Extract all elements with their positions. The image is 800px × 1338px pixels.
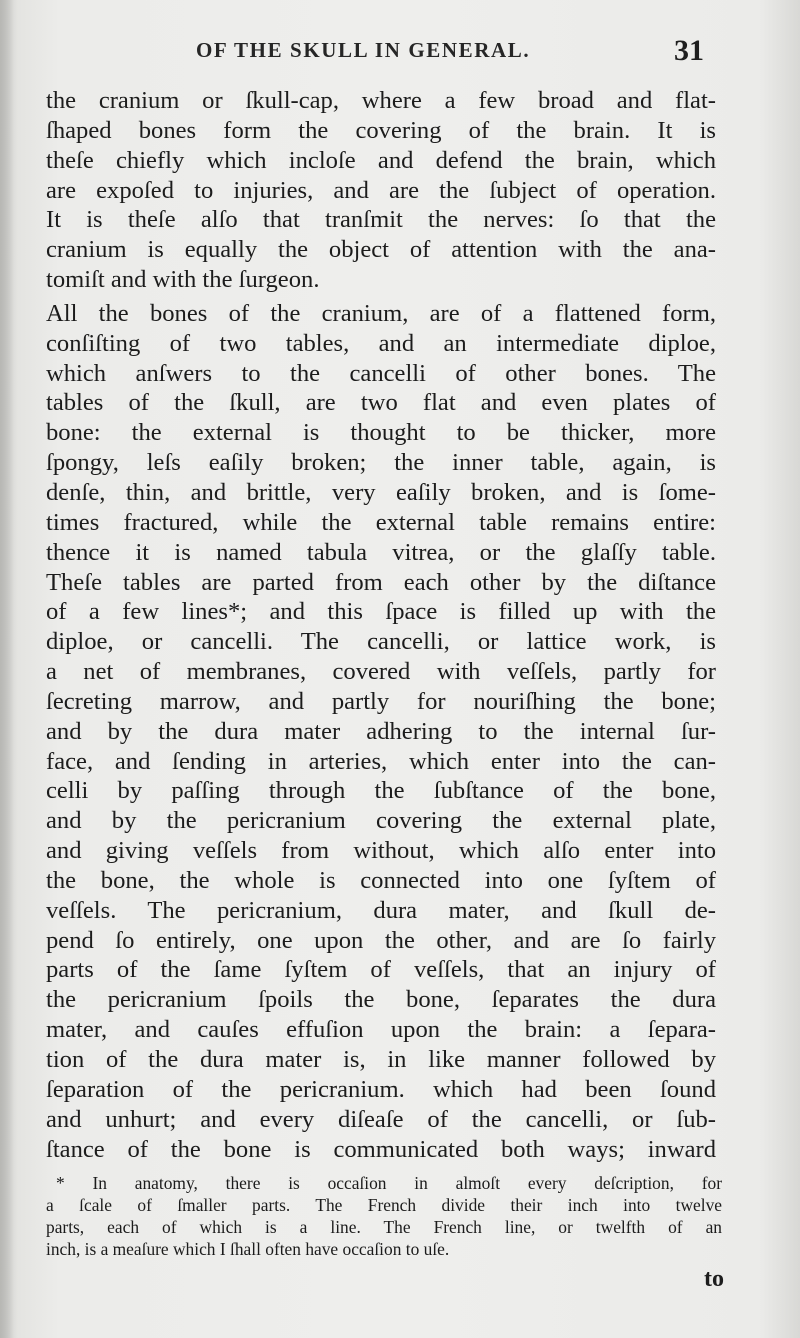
text-line: ſtance of the bone is communicated both ways; inward — [46, 1135, 716, 1163]
text-line: times fractured, while the external table remains entire: — [46, 508, 716, 536]
text-line: mater, and cauſes effuſion upon the brain: a ſepara- — [46, 1016, 716, 1044]
text-line: parts of the ſame ſyſtem of veſſels, that an injury of — [46, 956, 716, 984]
text-line: thence it is named tabula vitrea, or the glaſſy table. — [46, 538, 716, 566]
text-line: and unhurt; and every diſeaſe of the cancelli, or ſub- — [46, 1105, 716, 1133]
text-line: cranium is equally the object of attention with the ana- — [46, 236, 716, 264]
text-line: ſpongy, leſs eaſily broken; the inner table, again, is — [46, 449, 716, 477]
running-head: OF THE SKULL IN GENERAL. — [196, 38, 531, 62]
text-line: the bone, the whole is connected into one ſyſtem of — [46, 866, 716, 894]
text-line: tomiſt and with the ſurgeon. — [46, 266, 320, 294]
text-line: and by the pericranium covering the external plate, — [46, 807, 716, 835]
text-line: of a few lines*; and this ſpace is filled up with the — [46, 598, 716, 626]
gutter-shadow — [0, 0, 14, 1338]
text-line: Theſe tables are parted from each other by the diſtance — [46, 568, 716, 596]
text-line: bone: the external is thought to be thicker, more — [46, 419, 716, 447]
text-line: are expoſed to injuries, and are the ſubject of operation. — [46, 176, 716, 204]
footnote-line: parts, each of which is a line. The French line, or twelfth of an — [46, 1217, 722, 1237]
text-line: tion of the dura mater is, in like manner followed by — [46, 1046, 716, 1073]
footnote-line: * In anatomy, there is occaſion in almoſt every deſcription, for — [56, 1173, 722, 1193]
text-line: ſecreting marrow, and partly for nouriſhing the bone; — [46, 687, 716, 715]
text-line: face, and ſending in arteries, which enter into the can- — [46, 747, 716, 775]
text-line: conſiſting of two tables, and an intermediate diploe, — [46, 329, 716, 357]
text-line: It is theſe alſo that tranſmit the nerves: ſo that the — [46, 206, 716, 234]
footnote-line: inch, is a meaſure which I ſhall often have occaſion to uſe. — [46, 1239, 450, 1259]
text-line: celli by paſſing through the ſubſtance of the bone, — [46, 777, 716, 805]
text-line: the cranium or ſkull-cap, where a few broad and flat- — [46, 87, 716, 114]
page-header — [0, 34, 800, 74]
text-line: ſeparation of the pericranium. which had been ſound — [46, 1075, 716, 1103]
text-line: diploe, or cancelli. The cancelli, or lattice work, is — [46, 628, 716, 656]
footnote — [46, 1172, 722, 1260]
text-line: ſhaped bones form the covering of the brain. It is — [46, 116, 716, 144]
text-line: theſe chiefly which incloſe and defend the brain, which — [46, 146, 716, 174]
text-line: tables of the ſkull, are two flat and even plates of — [46, 389, 716, 417]
body-text — [46, 86, 716, 1164]
text-line: pend ſo entirely, one upon the other, and are ſo fairly — [46, 926, 716, 954]
text-line: veſſels. The pericranium, dura mater, and ſkull de- — [46, 896, 716, 924]
footnote-line: a ſcale of ſmaller parts. The French divide their inch into twelve — [46, 1195, 722, 1215]
page-number: 31 — [674, 34, 704, 67]
text-line: denſe, thin, and brittle, very eaſily broken, and is ſome- — [46, 478, 716, 506]
text-line: a net of membranes, covered with veſſels, partly for — [46, 658, 716, 686]
text-line: All the bones of the cranium, are of a flattened form, — [46, 299, 716, 327]
catchword: to — [704, 1266, 724, 1292]
text-line: which anſwers to the cancelli of other bones. The — [46, 359, 716, 387]
text-line: and giving veſſels from without, which alſo enter into — [46, 837, 716, 865]
text-line: and by the dura mater adhering to the internal ſur- — [46, 717, 716, 745]
text-line: the pericranium ſpoils the bone, ſeparates the dura — [46, 986, 716, 1014]
